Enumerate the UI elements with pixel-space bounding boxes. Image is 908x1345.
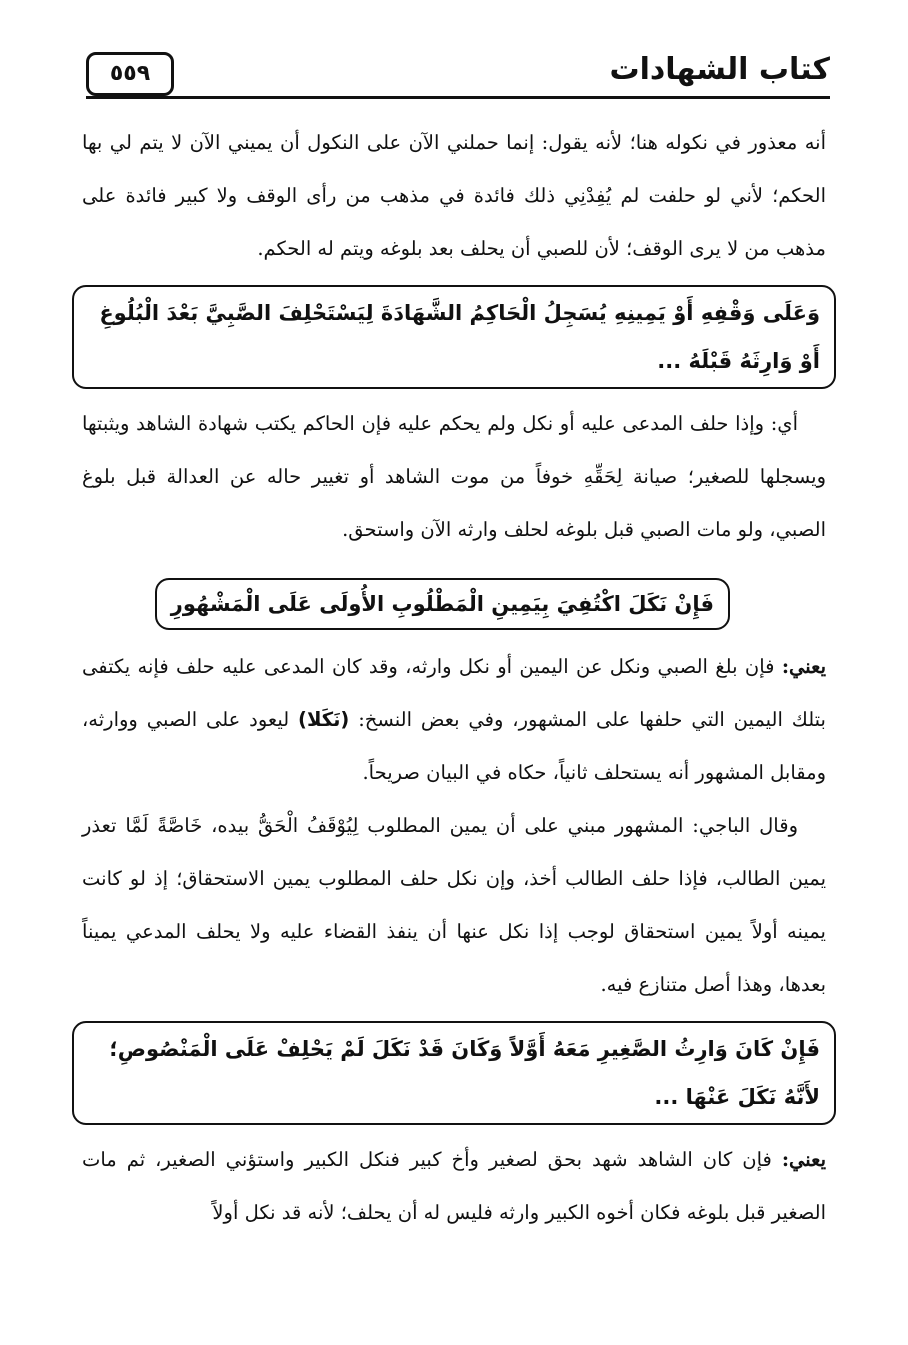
commentary-paragraph-2: أي: وإذا حلف المدعى عليه أو نكل ولم يحكم عليه فإن الحاكم يكتب شهادة الشاهد ويثبتها ويسجلها للصغير؛ صيانة لِحَقِّهِ خوفاً من موت الشاهد أو تغيير حاله عن العدالة قبل بلوغ الصبي، ولو مات الصبي قبل بلوغه لحلف وارثه الآن واستحق.	[82, 412, 826, 541]
commentary-paragraph-5	[82, 1133, 826, 1239]
page-number: ٥٥٩	[86, 52, 174, 96]
matn-wrap-2	[82, 568, 826, 634]
variant-reading: (نَكَلا)	[298, 708, 350, 731]
chapter-title: كتاب الشهادات	[609, 52, 830, 87]
lead-word: يعني:	[781, 1148, 826, 1171]
commentary-paragraph-1: أنه معذور في نكوله هنا؛ لأنه يقول: إنما حملني الآن على النكول أن يميني الآن لا يتم لي بها الحكم؛ لأني لو حلفت لم يُفِدْنِي ذلك فائدة في مذهب من رأى الوقف ولا كبير فائدة على مذهب من لا يرى الوقف؛ لأن للصبي أن يحلف بعد بلوغه ويتم له الحكم.	[82, 131, 826, 260]
page-header	[86, 44, 830, 102]
page-body	[82, 116, 826, 1239]
paragraph-text: ليعود على الصبي ووارثه، ومقابل المشهور أنه يستحلف ثانياً، حكاه في البيان صريحاً.	[82, 708, 826, 784]
lead-word: يعني:	[781, 655, 826, 678]
matn-box-2: فَإِنْ نَكَلَ اكْتُفِيَ بِيَمِينِ الْمَطْلُوبِ الأُولَى عَلَى الْمَشْهُورِ	[155, 578, 730, 630]
paragraph-text: فإن بلغ الصبي ونكل عن اليمين أو نكل وارثه، وقد كان المدعى عليه حلف فإنه يكتفى بتلك اليمين التي حلفها على المشهور، وفي بعض النسخ:	[82, 655, 826, 731]
commentary-paragraph-3	[82, 640, 826, 799]
matn-box-1: وَعَلَى وَقْفِهِ أَوْ يَمِينِهِ يُسَجِلُ الْحَاكِمُ الشَّهَادَةَ لِيَسْتَحْلِفَ الصَّبِيَّ بَعْدَ الْبُلُوغِ أَوْ وَارِثَهُ قَبْلَهُ ...	[72, 285, 836, 389]
matn-box-3: فَإِنْ كَانَ وَارِثُ الصَّغِيرِ مَعَهُ أَوَّلاً وَكَانَ قَدْ نَكَلَ لَمْ يَحْلِفْ عَلَى الْمَنْصُوصِ؛ لأَنَّهُ نَكَلَ عَنْهَا ...	[72, 1021, 836, 1125]
commentary-paragraph-4: وقال الباجي: المشهور مبني على أن يمين المطلوب لِيُوْقَفُ الْحَقُّ بيده، خَاصَّةً لَمَّا تعذر يمين الطالب، فإذا حلف الطالب أخذ، وإن نكل حلف المطلوب يمين الاستحقاق؛ إذ لو كانت يمينه أولاً يمين استحقاق لوجب إذا نكل عنها أن ينفذ القضاء عليه ولا يحلف المدعي يميناً بعدها، وهذا أصل متنازع فيه.	[82, 814, 826, 996]
header-divider	[86, 96, 830, 99]
paragraph-text: فإن كان الشاهد شهد بحق لصغير وأخ كبير فنكل الكبير واستؤني الصغير، ثم مات الصغير قبل بلوغه فكان أخوه الكبير وارثه فليس له أن يحلف؛ لأنه قد نكل أولاً	[82, 1148, 826, 1224]
